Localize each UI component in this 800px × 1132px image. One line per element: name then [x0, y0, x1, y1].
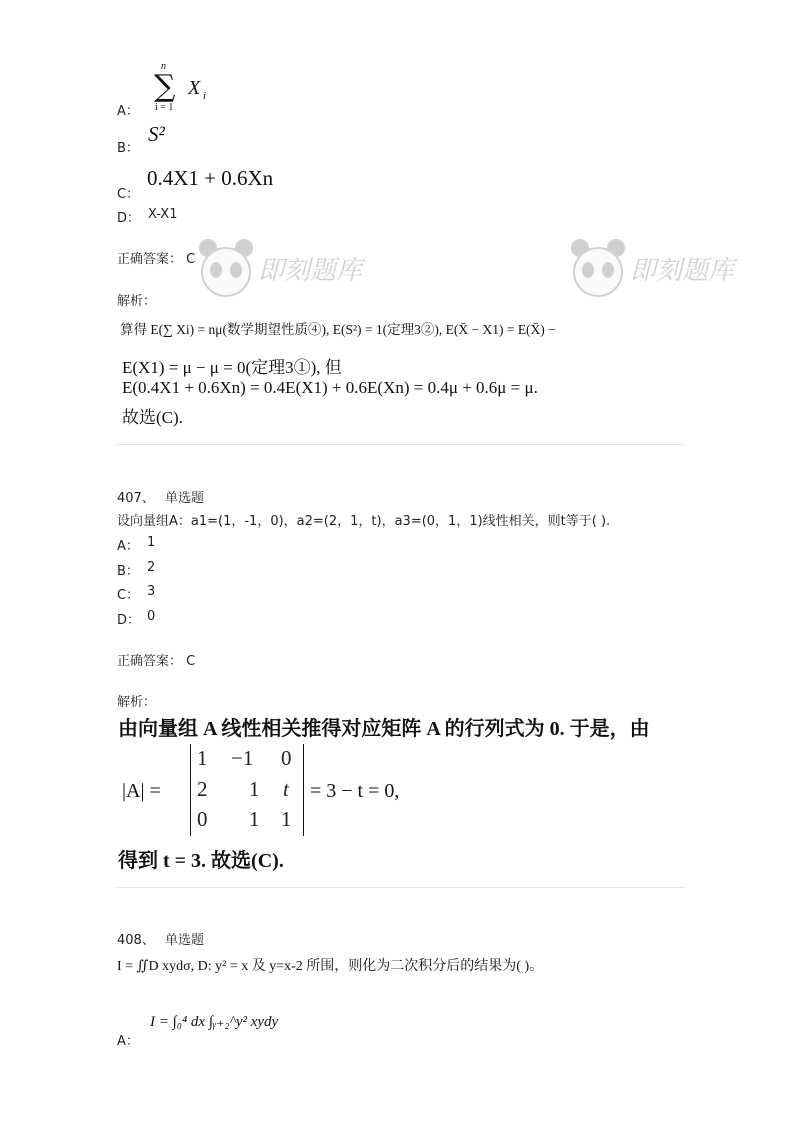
- option-text: 2: [147, 560, 156, 575]
- svg-text:i: i: [203, 90, 207, 102]
- q406-analysis-label: 解析：: [117, 294, 157, 309]
- determinant-lhs: |A| =: [122, 780, 161, 802]
- matrix-cell: t: [283, 777, 289, 801]
- option-label: B：: [117, 564, 139, 579]
- panda-logo-icon: [568, 236, 628, 306]
- summation-formula: [150, 58, 220, 114]
- matrix-cell: 0: [281, 746, 292, 770]
- matrix-cell: 1: [197, 746, 208, 770]
- answer-value: C: [186, 654, 196, 669]
- answer-value: C: [186, 252, 196, 267]
- answer-label: 正确答案：: [117, 252, 183, 267]
- answer-label: 正确答案：: [117, 654, 183, 669]
- determinant-matrix: [190, 744, 304, 836]
- question-number: 408、: [117, 933, 155, 948]
- svg-text:i = 1: i = 1: [155, 102, 174, 113]
- option-label: A：: [117, 1034, 139, 1049]
- panda-logo-icon: [196, 236, 256, 306]
- q406-correct-answer: [117, 248, 195, 267]
- watermark: [196, 236, 363, 310]
- analysis-line: 得到 t = 3. 故选(C).: [118, 850, 284, 872]
- analysis-line: 由向量组 A 线性相关推得对应矩阵 A 的行列式为 0. 于是，由: [118, 718, 650, 740]
- divider: [117, 444, 684, 445]
- option-text: 1: [147, 535, 156, 550]
- analysis-line: E(0.4X1 + 0.6Xn) = 0.4E(X1) + 0.6E(Xn) = 0.4μ + 0.6μ = μ.: [122, 378, 538, 397]
- option-label: A：: [117, 104, 139, 119]
- matrix-cell: 2: [197, 777, 208, 801]
- option-text: 0.4X1 + 0.6Xn: [147, 166, 274, 190]
- question-number: 407、: [117, 491, 155, 506]
- svg-text:∑: ∑: [154, 69, 176, 104]
- option-text: 3: [147, 584, 156, 599]
- analysis-line: E(X1) = μ − μ = 0(定理3①), 但: [122, 358, 342, 377]
- analysis-line: 故选(C).: [122, 408, 183, 427]
- matrix-cell: −1: [231, 746, 254, 770]
- q407-stem: 设向量组A：a1=(1，-1，0)，a2=(2，1，t)，a3=(0，1，1)线性相关，则t等于( ).: [117, 514, 611, 529]
- svg-text:X: X: [188, 77, 201, 99]
- determinant-rhs: = 3 − t = 0,: [310, 780, 400, 802]
- option-label: D：: [117, 211, 141, 226]
- option-text: 0: [147, 609, 156, 624]
- option-text: I = ∫₀⁴ dx ∫ᵧ₊₂^y² xydy: [150, 1014, 279, 1030]
- matrix-cell: 1: [249, 807, 260, 831]
- option-label: C：: [117, 588, 140, 603]
- watermark-brand: 即刻题库: [258, 256, 363, 286]
- q407-correct-answer: [117, 650, 195, 669]
- option-label: A：: [117, 539, 139, 554]
- option-text: X-X1: [148, 207, 178, 222]
- analysis-line: 算得 E(∑ Xi) = nμ(数学期望性质④), E(S²) = 1(定理3②), E(X̄ − X1) = E(X̄) −: [120, 322, 556, 337]
- svg-text:n: n: [161, 61, 166, 72]
- question-type: 单选题: [164, 933, 204, 948]
- option-label: C：: [117, 187, 140, 202]
- option-label: B：: [117, 141, 139, 156]
- option-text: S²: [148, 122, 165, 146]
- q408-stem: I = ∬D xydσ, D: y² = x 及 y=x-2 所围，则化为二次积分后的结果为( )。: [117, 959, 544, 974]
- q407-analysis-label: 解析：: [117, 695, 157, 710]
- matrix-cell: 1: [249, 777, 260, 801]
- question-type: 单选题: [164, 491, 204, 506]
- option-label: D：: [117, 613, 141, 628]
- q407-header: [117, 487, 204, 506]
- matrix-cell: 1: [281, 807, 292, 831]
- q408-header: [117, 929, 204, 948]
- matrix-cell: 0: [197, 807, 208, 831]
- divider: [117, 887, 684, 888]
- watermark-brand: 即刻题库: [630, 256, 735, 286]
- watermark: [568, 236, 735, 310]
